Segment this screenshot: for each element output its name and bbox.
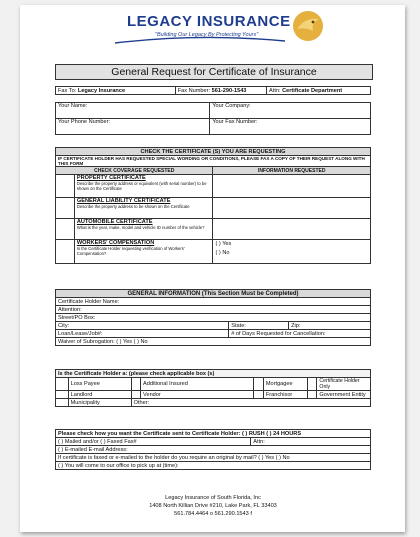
- workers-comp-no-option[interactable]: ( ) No: [215, 250, 230, 256]
- certificate-holder-only-label: Certificate Holder Only: [317, 378, 371, 391]
- vendor-checkbox[interactable]: [131, 391, 140, 399]
- waiver-subrogation-field[interactable]: Waiver of Subrogation: ( ) Yes ( ) No: [56, 338, 371, 346]
- info-column-header: INFORMATION REQUESTED: [213, 167, 371, 175]
- workers-comp-title: WORKERS' COMPENSATION: [76, 240, 155, 246]
- attention-field[interactable]: Attention:: [56, 306, 371, 314]
- fax-row-section: [55, 86, 371, 95]
- landlord-label: Landlord: [68, 391, 131, 399]
- footer-company-name: Legacy Insurance of South Florida, Inc: [165, 495, 261, 501]
- government-entity-checkbox[interactable]: [307, 391, 316, 399]
- landlord-checkbox[interactable]: [56, 391, 69, 399]
- municipality-label: Municipality: [68, 399, 131, 407]
- footer-address: 1408 North Killian Drive #210, Lake Park, FL 33403: [149, 503, 277, 509]
- liability-certificate-title: GENERAL LIABILITY CERTIFICATE: [76, 198, 171, 204]
- holder-type-header: Is the Certificate Holder a: (please check applicable box (s): [56, 370, 371, 378]
- logo-tagline: "Building Our Legacy By Protecting Yours": [155, 32, 259, 38]
- property-checkbox[interactable]: [56, 175, 75, 198]
- municipality-checkbox[interactable]: [56, 399, 69, 407]
- franchisor-checkbox[interactable]: [254, 391, 263, 399]
- city-field[interactable]: City:: [56, 322, 229, 330]
- form-title: General Request for Certificate of Insurance: [55, 64, 373, 80]
- certificate-holder-only-checkbox[interactable]: [307, 378, 316, 391]
- fax-number-cell: Fax Number: 561-290-1543: [175, 87, 266, 95]
- your-phone-field[interactable]: Your Phone Number:: [56, 119, 210, 135]
- certificate-section-header: CHECK THE CERTIFICATE (S) YOU ARE REQUESTING: [56, 148, 371, 156]
- your-name-field[interactable]: Your Name:: [56, 103, 210, 119]
- vendor-label: Vendor: [141, 391, 254, 399]
- workers-comp-checkbox[interactable]: [56, 240, 75, 264]
- general-info-section: [55, 289, 371, 346]
- other-holder-field[interactable]: Other:: [131, 399, 370, 407]
- government-entity-label: Government Entity: [317, 391, 371, 399]
- auto-certificate-desc: What is the year, make, model and vehicle ID number of the vehicle?: [76, 225, 205, 230]
- property-info-field[interactable]: [213, 175, 371, 198]
- mailed-faxed-row[interactable]: ( ) Mailed and/or ( ) Faxed Fax#: [56, 438, 251, 446]
- contact-section: [55, 102, 371, 135]
- general-info-header: GENERAL INFORMATION (This Section Must be Completed): [56, 290, 371, 298]
- email-address-row[interactable]: ( ) E-mailed E-mail Address:: [56, 446, 371, 454]
- certificate-request-section: [55, 147, 371, 264]
- delivery-section: [55, 429, 371, 470]
- street-field[interactable]: Street/PO Box:: [56, 314, 371, 322]
- workers-comp-desc: Is the Certificate Holder requesting verification of Workers' Compensation?: [76, 246, 185, 256]
- delivery-attn-field[interactable]: Attn:: [251, 438, 371, 446]
- property-certificate-title: PROPERTY CERTIFICATE: [76, 175, 146, 181]
- company-footer: [55, 494, 371, 518]
- loss-payee-checkbox[interactable]: [56, 378, 69, 391]
- coverage-column-header: CHECK COVERAGE REQUESTED: [56, 167, 213, 175]
- delivery-method-row[interactable]: Please check how you want the Certificate sent to Certificate Holder: ( ) RUSH ( ) 24 HOURS: [56, 430, 371, 438]
- additional-insured-checkbox[interactable]: [131, 378, 140, 391]
- property-certificate-desc: Describe the property address or equivalent (with serial number) to be shown on the Certificate: [76, 181, 207, 191]
- attn-cell: Attn: Certificate Department: [267, 87, 371, 95]
- eagle-icon: [291, 9, 325, 43]
- liability-info-field[interactable]: [213, 198, 371, 219]
- additional-insured-label: Additional Insured: [141, 378, 254, 391]
- pickup-time-row[interactable]: ( ) You will come to our office to pick up at (time):: [56, 462, 371, 470]
- company-logo: [115, 13, 325, 51]
- auto-info-field[interactable]: [213, 219, 371, 240]
- holder-name-field[interactable]: Certificate Holder Name:: [56, 298, 371, 306]
- fax-to-cell: Fax To: Legacy Insurance: [56, 87, 176, 95]
- mortgagee-checkbox[interactable]: [254, 378, 263, 391]
- liability-certificate-desc: Describe the property address to be shown on the Certificate: [76, 204, 190, 209]
- logo-name: LEGACY INSURANCE: [127, 13, 291, 30]
- liability-checkbox[interactable]: [56, 198, 75, 219]
- franchisor-label: Franchisor: [263, 391, 307, 399]
- auto-checkbox[interactable]: [56, 219, 75, 240]
- loan-field[interactable]: Loan/Lease/Job#:: [56, 330, 229, 338]
- state-field[interactable]: State:: [229, 322, 289, 330]
- loss-payee-label: Loss Payee: [68, 378, 131, 391]
- holder-type-section: [55, 369, 371, 407]
- original-by-mail-row[interactable]: If certificate is faxed or e-mailed to the holder do you require an original by mail? ( ) Yes ( ) No: [56, 454, 371, 462]
- footer-phone-fax: 561.784.4464 o 561.290.1543 f: [174, 511, 252, 517]
- cancellation-days-field[interactable]: # of Days Requested for Cancellation:: [229, 330, 371, 338]
- your-company-field[interactable]: Your Company:: [210, 103, 371, 119]
- workers-comp-yes-option[interactable]: ( ) Yes: [215, 241, 232, 247]
- form-page: [20, 5, 405, 532]
- mortgagee-label: Mortgagee: [263, 378, 307, 391]
- your-fax-field[interactable]: Your Fax Number:: [210, 119, 371, 135]
- special-wording-note: IF CERTIFICATE HOLDER HAS REQUESTED SPECIAL WORDING OR CONDITIONS, PLEASE FAX A COPY OF THEIR REQUEST ALONG WITH THIS FORM: [56, 156, 371, 167]
- auto-certificate-title: AUTOMOBILE CERTIFICATE: [76, 219, 153, 225]
- zip-field[interactable]: Zip:: [289, 322, 371, 330]
